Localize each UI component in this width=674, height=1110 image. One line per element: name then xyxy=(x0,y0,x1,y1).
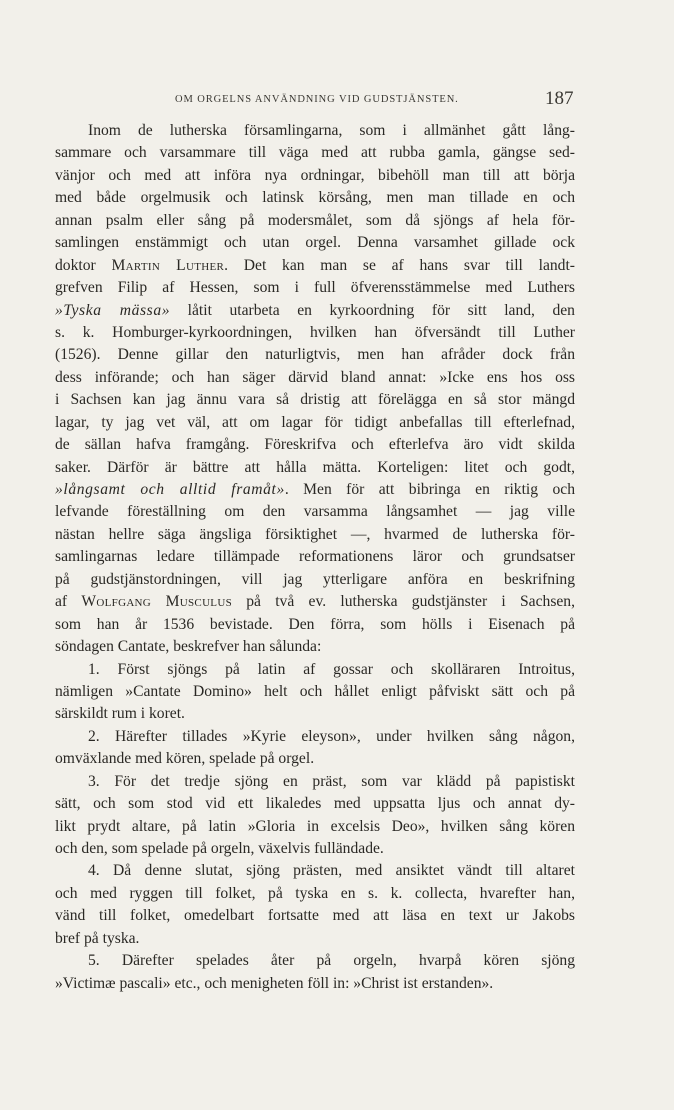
text-line: saker. Därför är bättre att hålla mätta. Korteligen: litet och godt, xyxy=(55,458,575,476)
text-line: 1. Först sjöngs på latin af gossar och skolläraren Introitus, xyxy=(88,660,575,678)
text-line: dess införande; och han säger därvid bland annat: »Icke ens hos oss xyxy=(55,368,575,386)
text-line: likt prydt altare, på latin »Gloria in excelsis Deo», hvilken sång kören xyxy=(55,817,575,835)
text-line: grefven Filip af Hessen, som i full öfverensstämmelse med Luthers xyxy=(55,279,575,297)
text-segment: doktor xyxy=(55,256,112,274)
text-line xyxy=(55,300,575,322)
running-title: OM ORGELNS ANVÄNDNING VID GUDSTJÄNSTEN. xyxy=(175,94,459,105)
text-line: Inom de lutherska församlingarna, som i allmänhet gått lång- xyxy=(88,122,575,139)
text-line: och med ryggen till folket, på tyska en s. k. collecta, hvarefter han, xyxy=(55,884,575,902)
text-line: som han år 1536 bevistade. Den förra, som hölls i Eisenach på xyxy=(55,615,575,633)
text-segment: af xyxy=(55,593,82,611)
paragraph xyxy=(55,120,575,659)
text-line: bref på tyska. xyxy=(55,929,140,947)
page-header xyxy=(55,86,575,112)
text-segment: på två ev. lutherska gudstjänster i Sachsen, xyxy=(232,593,575,611)
page-number: 187 xyxy=(545,88,574,109)
text-line: med både orgelmusik och latinsk körsång, men man tillade en och xyxy=(55,189,575,207)
text-line: söndagen Cantate, beskrefver han sålunda: xyxy=(55,638,322,656)
italic-phrase: »långsamt och alltid framåt» xyxy=(55,481,285,498)
text-line: på gudstjänstordningen, vill jag ytterligare anföra en beskrifning xyxy=(55,570,575,588)
text-line: lagar, ty jag vet väl, att om lagar för tidigt anbefallas till efterlefnad, xyxy=(55,413,575,431)
text-line: 3. För det tredje sjöng en präst, som var klädd på papistiskt xyxy=(88,772,575,790)
paragraph xyxy=(55,771,575,861)
text-segment: . Men för att bibringa en riktig och xyxy=(284,481,575,498)
text-line: nästan hellre säga ängsliga försiktighet —, hvarmed de lutherska för- xyxy=(55,525,575,543)
paragraph xyxy=(55,726,575,771)
text-line: sammare och varsammare till väga med att rubba gamla, gängse sed- xyxy=(55,144,575,162)
text-line xyxy=(55,591,575,613)
text-segment: . Det kan man se af hans svar till landt- xyxy=(224,256,575,274)
text-line: annan psalm eller sång på modersmålet, som då sjöngs af hela för- xyxy=(55,211,575,229)
body-text xyxy=(55,120,575,995)
text-line xyxy=(55,255,575,277)
text-line: lefvande föreställning om den varsamma långsamhet — jag ville xyxy=(55,503,575,521)
text-line: 2. Härefter tillades »Kyrie eleyson», under hvilken sång någon, xyxy=(88,727,575,745)
text-line: (1526). Denne gillar den naturligtvis, men han afråder dock från xyxy=(55,346,575,364)
author-name: Wolfgang Musculus xyxy=(81,593,232,611)
italic-phrase: »Tyska mässa» xyxy=(55,301,171,319)
text-line: i Sachsen kan jag ännu vara så dristig att förelägga en så stor mängd xyxy=(55,391,575,409)
paragraph xyxy=(55,950,575,995)
text-line: 4. Då denne slutat, sjöng prästen, med ansiktet vändt till altaret xyxy=(88,862,575,880)
paragraph xyxy=(55,860,575,950)
text-line: sätt, och som stod vid ett likaledes med uppsatta ljus och annat dy- xyxy=(55,795,575,813)
text-line: och den, som spelade på orgeln, växelvis fulländade. xyxy=(55,840,384,857)
text-line: de sällan hafva framgång. Föreskrifva och efterlefva äro vidt skilda xyxy=(55,436,575,454)
text-line: särskildt rum i koret. xyxy=(55,705,185,723)
text-line: vänjor och med att införa nya ordningar, bibehöll man till att börja xyxy=(55,166,575,184)
text-line: s. k. Homburger-kyrkoordningen, hvilken han öfversändt till Luther xyxy=(55,323,575,341)
text-line: samlingarnas ledare tillämpade reformationens läror och grundsatser xyxy=(55,548,575,566)
text-line: samlingen enstämmigt och utan orgel. Denna varsamhet gillade ock xyxy=(55,234,575,252)
paragraph xyxy=(55,659,575,726)
text-line: »Victimæ pascali» etc., och menigheten föll in: »Christ ist erstanden». xyxy=(55,974,494,992)
text-line: nämligen »Cantate Domino» helt och hållet enligt påfviskt sätt och på xyxy=(55,682,575,700)
text-line: 5. Därefter spelades åter på orgeln, hvarpå kören sjöng xyxy=(88,952,575,970)
text-line: omväxlande med kören, spelade på orgel. xyxy=(55,750,315,768)
text-line: vänd till folket, omedelbart fortsatte med att läsa en text ur Jakobs xyxy=(55,907,575,925)
text-segment: låtit utarbeta en kyrkoordning för sitt land, den xyxy=(170,301,575,319)
author-name: Martin Luther xyxy=(111,256,225,274)
text-line xyxy=(55,479,575,501)
